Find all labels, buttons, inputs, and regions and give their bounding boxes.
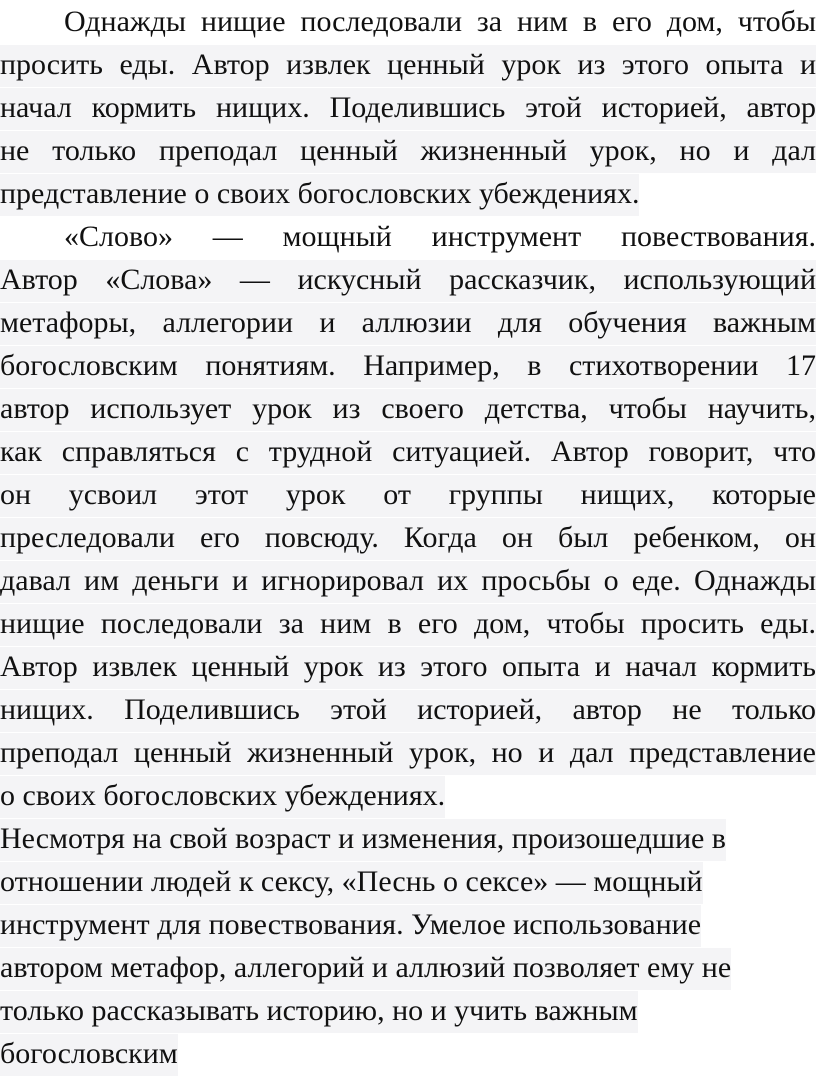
- text-line: преподал ценный жизненный урок, но и дал представление: [0, 733, 816, 775]
- text-line: преследовали его повсюду. Когда он был ребенком, он: [0, 518, 816, 560]
- text-line: нищих. Поделившись этой историей, автор не только: [0, 690, 816, 732]
- text-line: просить еды. Автор извлек ценный урок из этого опыта и: [0, 45, 816, 87]
- text-line: Однажды нищие последовали за ним в его дом, чтобы: [64, 5, 816, 38]
- text-line: отношении людей к сексу, «Песнь о сексе» — мощный: [0, 862, 703, 904]
- text-line: Несмотря на свой возраст и изменения, произошедшие в: [0, 819, 726, 861]
- text-line: «Слово» — мощный инструмент повествования.: [64, 220, 816, 253]
- text-line: как справляться с трудной ситуацией. Автор говорит, что: [0, 432, 816, 474]
- text-line: автор использует урок из своего детства, чтобы научить,: [0, 389, 816, 431]
- text-line: начал кормить нищих. Поделившись этой историей, автор: [0, 88, 816, 130]
- text-line: богословским: [0, 1034, 178, 1076]
- text-line: богословским понятиям. Например, в стихотворении 17: [0, 346, 816, 388]
- text-line: Автор «Слова» — искусный рассказчик, использующий: [0, 260, 816, 302]
- text-line: метафоры, аллегории и аллюзии для обучения важным: [0, 303, 816, 345]
- text-line: представление о своих богословских убеждениях.: [0, 174, 639, 216]
- text-line: давал им деньги и игнорировал их просьбы о еде. Однажды: [0, 561, 816, 603]
- text-line: о своих богословских убеждениях.: [0, 776, 445, 818]
- text-line: автором метафор, аллегорий и аллюзий позволяет ему не: [0, 948, 731, 990]
- text-line: нищие последовали за ним в его дом, чтобы просить еды.: [0, 604, 816, 646]
- text-line: не только преподал ценный жизненный урок, но и дал: [0, 131, 816, 173]
- text-line: только рассказывать историю, но и учить важным: [0, 991, 638, 1033]
- text-line: Автор извлек ценный урок из этого опыта и начал кормить: [0, 647, 816, 689]
- text-line: инструмент для повествования. Умелое использование: [0, 905, 701, 947]
- text-line: он усвоил этот урок от группы нищих, которые: [0, 475, 816, 517]
